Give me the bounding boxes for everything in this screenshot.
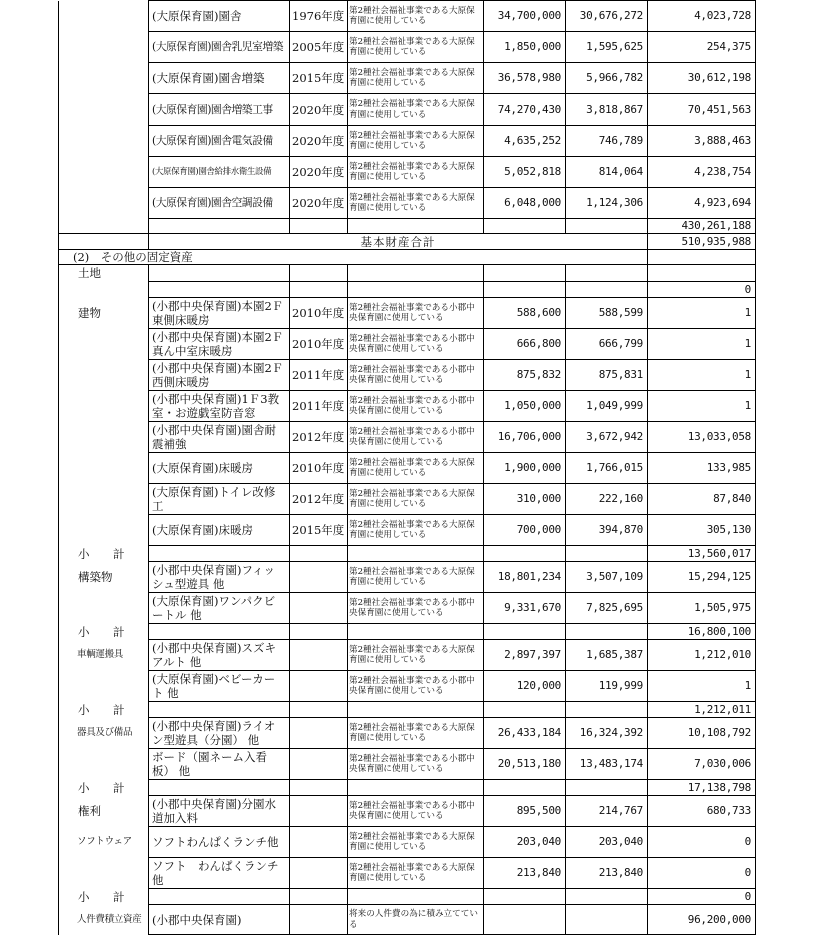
acquisition-cost: 20,513,180: [484, 749, 566, 780]
subtotal-value: 1,212,011: [648, 702, 756, 718]
usage-description: 将来の人件費の為に積み立てている: [348, 905, 484, 935]
accumulated-depreciation: 3,507,109: [566, 562, 648, 593]
asset-name: (大原保育園)ワンパクビートル 他: [149, 593, 290, 624]
acquisition-year: 2010年度: [290, 329, 348, 360]
accumulated-depreciation: 1,595,625: [566, 32, 648, 63]
acquisition-cost: 666,800: [484, 329, 566, 360]
empty-cell: [566, 889, 648, 905]
acquisition-year: [290, 593, 348, 624]
asset-row: [59, 484, 756, 515]
acquisition-year: 1976年度: [290, 1, 348, 32]
usage-description: 第2種社会福祉事業である大原保育園に使用している: [348, 858, 484, 889]
asset-name: (小郡中央保育園)園舎耐震補強: [149, 422, 290, 453]
acquisition-cost: 588,600: [484, 298, 566, 329]
acquisition-cost: 875,832: [484, 360, 566, 391]
accumulated-depreciation: 1,049,999: [566, 391, 648, 422]
accumulated-depreciation: 1,124,306: [566, 188, 648, 219]
usage-description: 第2種社会福祉事業である大原保育園に使用している: [348, 453, 484, 484]
acquisition-year: [290, 640, 348, 671]
asset-name: (小郡中央保育園)本園2Ｆ西側床暖房: [149, 360, 290, 391]
asset-row: [59, 188, 756, 219]
category-label: [59, 1, 149, 32]
subtotal-label: 小 計: [59, 780, 149, 796]
empty-cell: [290, 702, 348, 718]
category-label: [59, 391, 149, 422]
empty-cell: [566, 219, 648, 234]
asset-row: [59, 32, 756, 63]
accumulated-depreciation: 3,818,867: [566, 94, 648, 126]
usage-description: 第2種社会福祉事業である小郡中央保育園に使用している: [348, 329, 484, 360]
empty-cell: [348, 702, 484, 718]
category-label: [59, 126, 149, 157]
category-label: [59, 515, 149, 546]
empty-cell: [348, 546, 484, 562]
book-value: 4,023,728: [648, 1, 756, 32]
empty-cell: [484, 780, 566, 796]
asset-row: [59, 671, 756, 702]
acquisition-cost: 4,635,252: [484, 126, 566, 157]
acquisition-cost: 120,000: [484, 671, 566, 702]
book-value: 0: [648, 827, 756, 858]
asset-name: (大原保育園)園舎電気設備: [149, 126, 290, 157]
subtotal-value: 17,138,798: [648, 780, 756, 796]
empty-cell: [348, 780, 484, 796]
personnel-reserve-row: [59, 905, 756, 935]
book-value: 4,923,694: [648, 188, 756, 219]
category-label: 人件費積立資産: [59, 905, 149, 935]
basic-property-total-row: [59, 234, 756, 250]
subtotal-row: [59, 624, 756, 640]
empty-cell: [149, 219, 290, 234]
empty-cell: [484, 265, 566, 282]
acquisition-year: [290, 796, 348, 827]
usage-description: 第2種社会福祉事業である小郡中央保育園に使用している: [348, 422, 484, 453]
subtotal-row: [59, 889, 756, 905]
empty-cell: [484, 624, 566, 640]
empty-cell: [290, 219, 348, 234]
asset-row: [59, 422, 756, 453]
asset-name: ソフト わんぱくランチ 他: [149, 858, 290, 889]
book-value: 1,505,975: [648, 593, 756, 624]
book-value: 1,212,010: [648, 640, 756, 671]
empty-cell: [566, 780, 648, 796]
acquisition-cost: 2,897,397: [484, 640, 566, 671]
empty-cell: [290, 624, 348, 640]
subtotal-label: 小 計: [59, 546, 149, 562]
usage-description: 第2種社会福祉事業である小郡中央保育園に使用している: [348, 391, 484, 422]
category-label: [59, 94, 149, 126]
accumulated-depreciation: 13,483,174: [566, 749, 648, 780]
acquisition-year: 2015年度: [290, 515, 348, 546]
asset-row: [59, 827, 756, 858]
usage-description: 第2種社会福祉事業である大原保育園に使用している: [348, 188, 484, 219]
asset-name: (大原保育園)ベビーカート 他: [149, 671, 290, 702]
category-label: [59, 188, 149, 219]
accumulated-depreciation: 7,825,695: [566, 593, 648, 624]
book-value: 1: [648, 329, 756, 360]
asset-name: (大原保育園)床暖房: [149, 453, 290, 484]
basic-total-label: 基本財産合計: [149, 234, 648, 250]
usage-description: 第2種社会福祉事業である小郡中央保育園に使用している: [348, 671, 484, 702]
category-label: [59, 671, 149, 702]
asset-name: (小郡中央保育園)本園2Ｆ東側床暖房: [149, 298, 290, 329]
category-label: [59, 453, 149, 484]
acquisition-year: [290, 718, 348, 749]
acquisition-cost: 34,700,000: [484, 1, 566, 32]
acquisition-cost: 6,048,000: [484, 188, 566, 219]
acquisition-cost: 36,578,980: [484, 63, 566, 94]
usage-description: 第2種社会福祉事業である大原保育園に使用している: [348, 718, 484, 749]
land-value-row: [59, 282, 756, 298]
asset-name: ソフトわんぱくランチ他: [149, 827, 290, 858]
asset-table-page: [58, 0, 755, 935]
empty-cell: [648, 250, 756, 265]
asset-name: (大原保育園)園舎乳児室増築: [149, 32, 290, 63]
empty-cell: [484, 905, 566, 935]
acquisition-cost: 213,840: [484, 858, 566, 889]
asset-name: (大原保育園)園舎増築工事: [149, 94, 290, 126]
usage-description: 第2種社会福祉事業である大原保育園に使用している: [348, 1, 484, 32]
category-label: 構築物: [59, 562, 149, 593]
accumulated-depreciation: 814,064: [566, 157, 648, 188]
acquisition-year: 2011年度: [290, 360, 348, 391]
acquisition-cost: 310,000: [484, 484, 566, 515]
category-label: 土地: [59, 265, 149, 282]
book-value: 133,985: [648, 453, 756, 484]
empty-cell: [149, 702, 290, 718]
category-label: [59, 157, 149, 188]
asset-name: (小郡中央保育園)スズキアルト 他: [149, 640, 290, 671]
acquisition-year: 2005年度: [290, 32, 348, 63]
empty-cell: [484, 546, 566, 562]
usage-description: 第2種社会福祉事業である小郡中央保育園に使用している: [348, 298, 484, 329]
category-label: 器具及び備品: [59, 718, 149, 749]
category-label: [59, 282, 149, 298]
basic-building-subtotal-row: [59, 219, 756, 234]
category-label: [59, 63, 149, 94]
empty-cell: [484, 889, 566, 905]
fixed-asset-table: [58, 0, 756, 935]
usage-description: 第2種社会福祉事業である大原保育園に使用している: [348, 157, 484, 188]
category-label: [59, 32, 149, 63]
category-label: [59, 749, 149, 780]
acquisition-cost: 700,000: [484, 515, 566, 546]
category-label: 権利: [59, 796, 149, 827]
accumulated-depreciation: 394,870: [566, 515, 648, 546]
empty-cell: [484, 282, 566, 298]
category-label: [59, 422, 149, 453]
acquisition-year: 2010年度: [290, 453, 348, 484]
acquisition-year: 2012年度: [290, 484, 348, 515]
asset-row: [59, 391, 756, 422]
section-header: (2) その他の固定資産: [59, 250, 648, 265]
book-value: 13,033,058: [648, 422, 756, 453]
empty-cell: [566, 624, 648, 640]
empty-cell: [149, 265, 290, 282]
asset-row: [59, 94, 756, 126]
usage-description: 第2種社会福祉事業である小郡中央保育園に使用している: [348, 749, 484, 780]
category-label: 車輌運搬具: [59, 640, 149, 671]
accumulated-depreciation: 119,999: [566, 671, 648, 702]
asset-name: ボード（園ネーム入看板） 他: [149, 749, 290, 780]
acquisition-year: [290, 562, 348, 593]
book-value: 15,294,125: [648, 562, 756, 593]
accumulated-depreciation: 1,766,015: [566, 453, 648, 484]
usage-description: 第2種社会福祉事業である大原保育園に使用している: [348, 126, 484, 157]
empty-cell: [348, 282, 484, 298]
accumulated-depreciation: 1,685,387: [566, 640, 648, 671]
asset-row: [59, 796, 756, 827]
asset-row: [59, 593, 756, 624]
usage-description: 第2種社会福祉事業である大原保育園に使用している: [348, 640, 484, 671]
acquisition-cost: 18,801,234: [484, 562, 566, 593]
empty-cell: [484, 702, 566, 718]
book-value: 7,030,006: [648, 749, 756, 780]
asset-row: [59, 126, 756, 157]
usage-description: 第2種社会福祉事業である大原保育園に使用している: [348, 827, 484, 858]
usage-description: 第2種社会福祉事業である大原保育園に使用している: [348, 63, 484, 94]
subtotal-label: 小 計: [59, 889, 149, 905]
category-label: [59, 360, 149, 391]
usage-description: 第2種社会福祉事業である大原保育園に使用している: [348, 515, 484, 546]
book-value: 254,375: [648, 32, 756, 63]
acquisition-year: 2020年度: [290, 94, 348, 126]
section-header-row: [59, 250, 756, 265]
asset-row: [59, 298, 756, 329]
asset-name: (大原保育園)園舎増築: [149, 63, 290, 94]
empty-cell: [290, 282, 348, 298]
empty-cell: [348, 889, 484, 905]
asset-name: (小郡中央保育園)本園2Ｆ真ん中室床暖房: [149, 329, 290, 360]
asset-name: (小郡中央保育園)ライオン型遊具（分園） 他: [149, 718, 290, 749]
book-value: 30,612,198: [648, 63, 756, 94]
subtotal-value: 13,560,017: [648, 546, 756, 562]
accumulated-depreciation: 875,831: [566, 360, 648, 391]
usage-description: 第2種社会福祉事業である小郡中央保育園に使用している: [348, 360, 484, 391]
book-value: 87,840: [648, 484, 756, 515]
asset-name: (大原保育園)園舎: [149, 1, 290, 32]
acquisition-cost: 26,433,184: [484, 718, 566, 749]
category-label: [59, 484, 149, 515]
acquisition-cost: 16,706,000: [484, 422, 566, 453]
accumulated-depreciation: 213,840: [566, 858, 648, 889]
acquisition-cost: 203,040: [484, 827, 566, 858]
book-value: 0: [648, 858, 756, 889]
asset-row: [59, 515, 756, 546]
asset-name: (小郡中央保育園)フィッシュ型遊具 他: [149, 562, 290, 593]
asset-name: (小郡中央保育園): [149, 905, 290, 935]
acquisition-cost: 5,052,818: [484, 157, 566, 188]
accumulated-depreciation: 666,799: [566, 329, 648, 360]
asset-row: [59, 640, 756, 671]
empty-cell: [290, 265, 348, 282]
acquisition-year: 2012年度: [290, 422, 348, 453]
category-label: 建物: [59, 298, 149, 329]
subtotal-value: 0: [648, 889, 756, 905]
book-value: 3,888,463: [648, 126, 756, 157]
asset-row: [59, 749, 756, 780]
book-value: 1: [648, 360, 756, 391]
asset-row: [59, 858, 756, 889]
book-value: 305,130: [648, 515, 756, 546]
empty-cell: [290, 780, 348, 796]
asset-row: [59, 329, 756, 360]
acquisition-year: 2020年度: [290, 126, 348, 157]
category-label: [59, 219, 149, 234]
acquisition-cost: 1,850,000: [484, 32, 566, 63]
asset-row: [59, 453, 756, 484]
empty-cell: [149, 546, 290, 562]
acquisition-cost: 1,900,000: [484, 453, 566, 484]
acquisition-year: [290, 827, 348, 858]
asset-row: [59, 1, 756, 32]
acquisition-year: 2020年度: [290, 157, 348, 188]
asset-name: (小郡中央保育園)分園水道加入料: [149, 796, 290, 827]
subtotal-value: 430,261,188: [648, 219, 756, 234]
asset-row: [59, 157, 756, 188]
usage-description: 第2種社会福祉事業である大原保育園に使用している: [348, 562, 484, 593]
empty-cell: [648, 265, 756, 282]
asset-row: [59, 562, 756, 593]
accumulated-depreciation: 3,672,942: [566, 422, 648, 453]
empty-cell: [566, 702, 648, 718]
asset-name: (大原保育園)トイレ改修工: [149, 484, 290, 515]
subtotal-value: 16,800,100: [648, 624, 756, 640]
asset-name: (大原保育園)園舎空調設備: [149, 188, 290, 219]
empty-cell: [149, 780, 290, 796]
empty-cell: [290, 889, 348, 905]
accumulated-depreciation: 16,324,392: [566, 718, 648, 749]
accumulated-depreciation: 222,160: [566, 484, 648, 515]
asset-row: [59, 360, 756, 391]
acquisition-year: 2010年度: [290, 298, 348, 329]
subtotal-row: [59, 546, 756, 562]
accumulated-depreciation: 746,789: [566, 126, 648, 157]
asset-name: (大原保育園)園舎給排水衛生設備: [149, 157, 290, 188]
book-value: 70,451,563: [648, 94, 756, 126]
empty-cell: [290, 905, 348, 935]
asset-row: [59, 718, 756, 749]
empty-cell: [348, 265, 484, 282]
empty-cell: [348, 219, 484, 234]
accumulated-depreciation: 30,676,272: [566, 1, 648, 32]
book-value: 96,200,000: [648, 905, 756, 935]
basic-total-value: 510,935,988: [648, 234, 756, 250]
empty-cell: [290, 546, 348, 562]
category-label: ソフトウェア: [59, 827, 149, 858]
subtotal-label: 小 計: [59, 624, 149, 640]
book-value: 1: [648, 298, 756, 329]
asset-row: [59, 63, 756, 94]
empty-cell: [566, 546, 648, 562]
acquisition-year: [290, 749, 348, 780]
acquisition-year: [290, 671, 348, 702]
empty-cell: [149, 624, 290, 640]
accumulated-depreciation: 214,767: [566, 796, 648, 827]
land-label-row: [59, 265, 756, 282]
usage-description: 第2種社会福祉事業である大原保育園に使用している: [348, 94, 484, 126]
empty-cell: [59, 234, 149, 250]
category-label: [59, 593, 149, 624]
fixed-asset-table-body: [59, 1, 756, 935]
usage-description: 第2種社会福祉事業である小郡中央保育園に使用している: [348, 796, 484, 827]
acquisition-year: 2015年度: [290, 63, 348, 94]
book-value: 1: [648, 391, 756, 422]
accumulated-depreciation: 5,966,782: [566, 63, 648, 94]
acquisition-cost: 1,050,000: [484, 391, 566, 422]
category-label: [59, 329, 149, 360]
accumulated-depreciation: 588,599: [566, 298, 648, 329]
empty-cell: [566, 265, 648, 282]
acquisition-cost: 74,270,430: [484, 94, 566, 126]
empty-cell: [566, 282, 648, 298]
acquisition-cost: 9,331,670: [484, 593, 566, 624]
acquisition-year: 2020年度: [290, 188, 348, 219]
book-value: 4,238,754: [648, 157, 756, 188]
subtotal-row: [59, 780, 756, 796]
empty-cell: [149, 889, 290, 905]
acquisition-year: 2011年度: [290, 391, 348, 422]
asset-name: (小郡中央保育園)1Ｆ3教室・お遊戯室防音窓: [149, 391, 290, 422]
book-value: 680,733: [648, 796, 756, 827]
acquisition-cost: 895,500: [484, 796, 566, 827]
subtotal-label: 小 計: [59, 702, 149, 718]
book-value: 10,108,792: [648, 718, 756, 749]
usage-description: 第2種社会福祉事業である大原保育園に使用している: [348, 32, 484, 63]
accumulated-depreciation: 203,040: [566, 827, 648, 858]
asset-name: (大原保育園)床暖房: [149, 515, 290, 546]
subtotal-row: [59, 702, 756, 718]
usage-description: 第2種社会福祉事業である大原保育園に使用している: [348, 484, 484, 515]
book-value: 1: [648, 671, 756, 702]
usage-description: 第2種社会福祉事業である小郡中央保育園に使用している: [348, 593, 484, 624]
empty-cell: [348, 624, 484, 640]
empty-cell: [149, 282, 290, 298]
land-value: 0: [648, 282, 756, 298]
category-label: [59, 858, 149, 889]
empty-cell: [566, 905, 648, 935]
acquisition-year: [290, 858, 348, 889]
empty-cell: [484, 219, 566, 234]
